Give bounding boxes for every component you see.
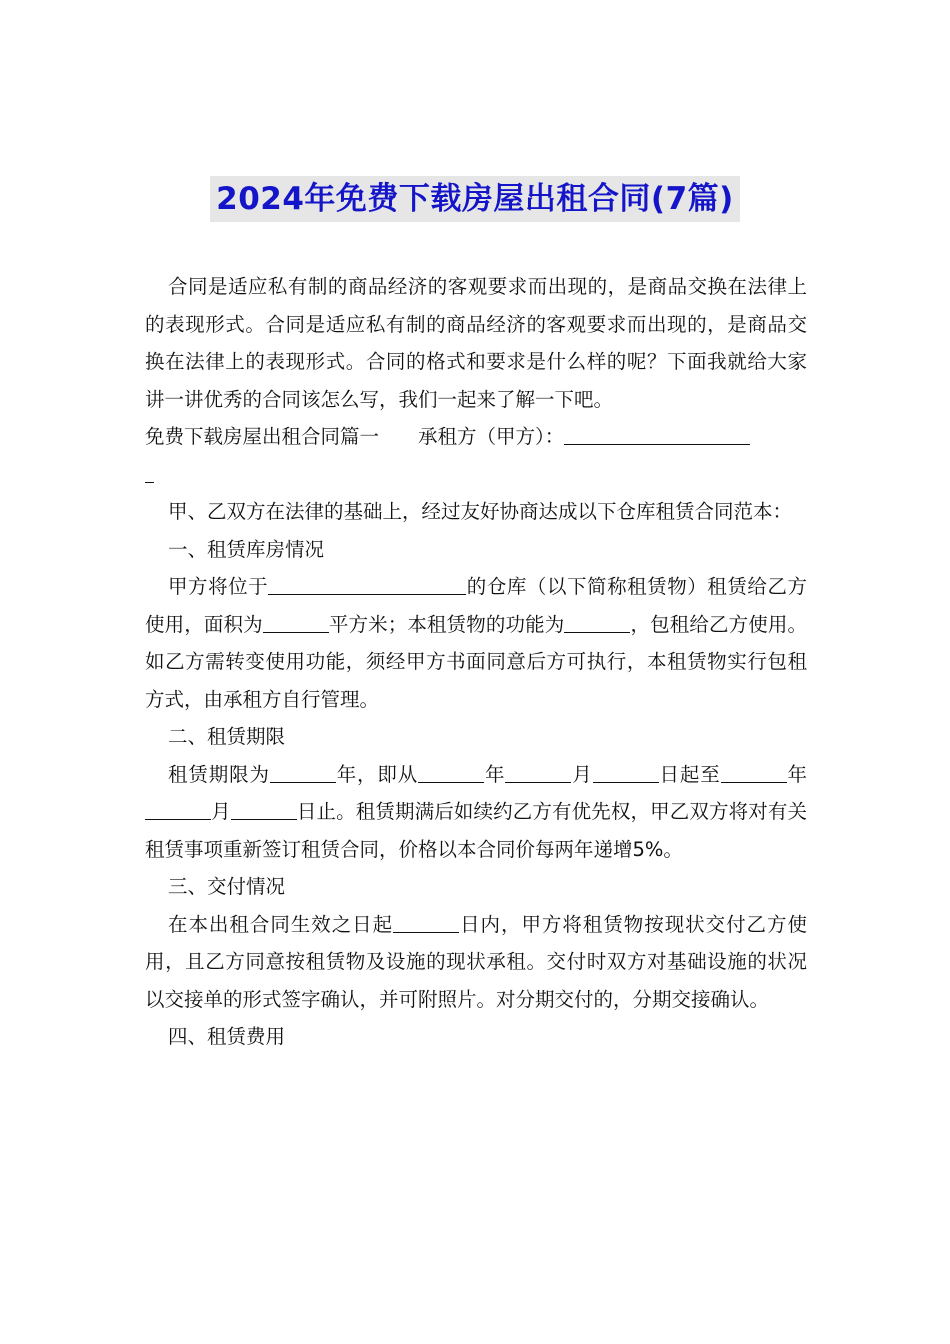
- document-body: [145, 268, 807, 1056]
- text-fragment: 日内，甲方将租赁物按现状交付乙方使用，且乙方同意按租赁物及设施的现状承租。交付时双方对基础设施的状况以交接单的形式签字确认，并可附照片。对分期交付的，分期交接确认。: [145, 912, 807, 1011]
- section-2-paragraph: [145, 756, 807, 869]
- text-fragment: 日止。租赁期满后如续约乙方有优先权，甲乙双方将对有关租赁事项重新签订租赁合同，价格以本合同价每两年递增5%。: [145, 800, 807, 861]
- start-day-blank: [593, 762, 659, 783]
- text-fragment: ，包租给乙方使用。如乙方需转变使用功能，须经甲方书面同意后方可执行，本租赁物实行包租方式，由承租方自行管理。: [145, 612, 807, 711]
- lessee-label: 承租方（甲方）：: [418, 425, 565, 448]
- lessee-blank-tail: [145, 462, 154, 483]
- agreement-paragraph: 甲、乙双方在法律的基础上，经过友好协商达成以下仓库租赁合同范本：: [168, 500, 793, 523]
- text-fragment: 的仓库（以下简称租赁物）租赁给乙方使用，面积为: [145, 575, 807, 636]
- text-fragment: 年，即从: [335, 762, 419, 786]
- document-title: 2024年免费下载房屋出租合同(7篇): [210, 176, 740, 222]
- section-3-heading: 三、交付情况: [168, 875, 286, 898]
- section-3-paragraph: [145, 906, 807, 1019]
- chapter-heading: 免费下载房屋出租合同篇一: [145, 425, 380, 448]
- text-fragment: 月: [571, 762, 593, 786]
- end-year-blank: [721, 762, 787, 783]
- term-years-blank: [270, 762, 336, 783]
- section-1-heading: 一、租赁库房情况: [168, 537, 325, 561]
- text-fragment: 平方米；本租赁物的功能为: [328, 612, 565, 636]
- location-blank: [268, 575, 466, 596]
- function-blank: [564, 612, 630, 633]
- section-1-paragraph: [145, 568, 807, 718]
- end-month-blank: [145, 800, 211, 821]
- lessee-blank: [564, 425, 750, 446]
- text-fragment: 年: [786, 762, 807, 786]
- start-month-blank: [505, 762, 571, 783]
- intro-paragraph: 合同是适应私有制的商品经济的客观要求而出现的，是商品交换在法律上的表现形式。合同是适应私有制的商品经济的客观要求而出现的，是商品交换在法律上的表现形式。合同的格式和要求是什么样的呢？下面我就给大家讲一讲优秀的合同该怎么写，我们一起来了解一下吧。: [145, 275, 807, 411]
- title-container: [0, 176, 950, 222]
- end-day-blank: [231, 800, 297, 821]
- text-fragment: 租赁期限为: [168, 762, 270, 786]
- text-fragment: 月: [211, 800, 231, 823]
- text-fragment: 甲方将位于: [168, 575, 269, 598]
- start-year-blank: [418, 762, 484, 783]
- text-fragment: 在本出租合同生效之日起: [168, 912, 394, 936]
- text-fragment: 年: [484, 762, 506, 786]
- delivery-days-blank: [393, 912, 459, 933]
- area-blank: [263, 612, 329, 633]
- text-fragment: 日起至: [658, 762, 721, 786]
- section-4-heading: 四、租赁费用: [168, 1025, 286, 1048]
- chapter-heading-line: [145, 418, 807, 493]
- section-2-heading: 二、租赁期限: [168, 725, 286, 748]
